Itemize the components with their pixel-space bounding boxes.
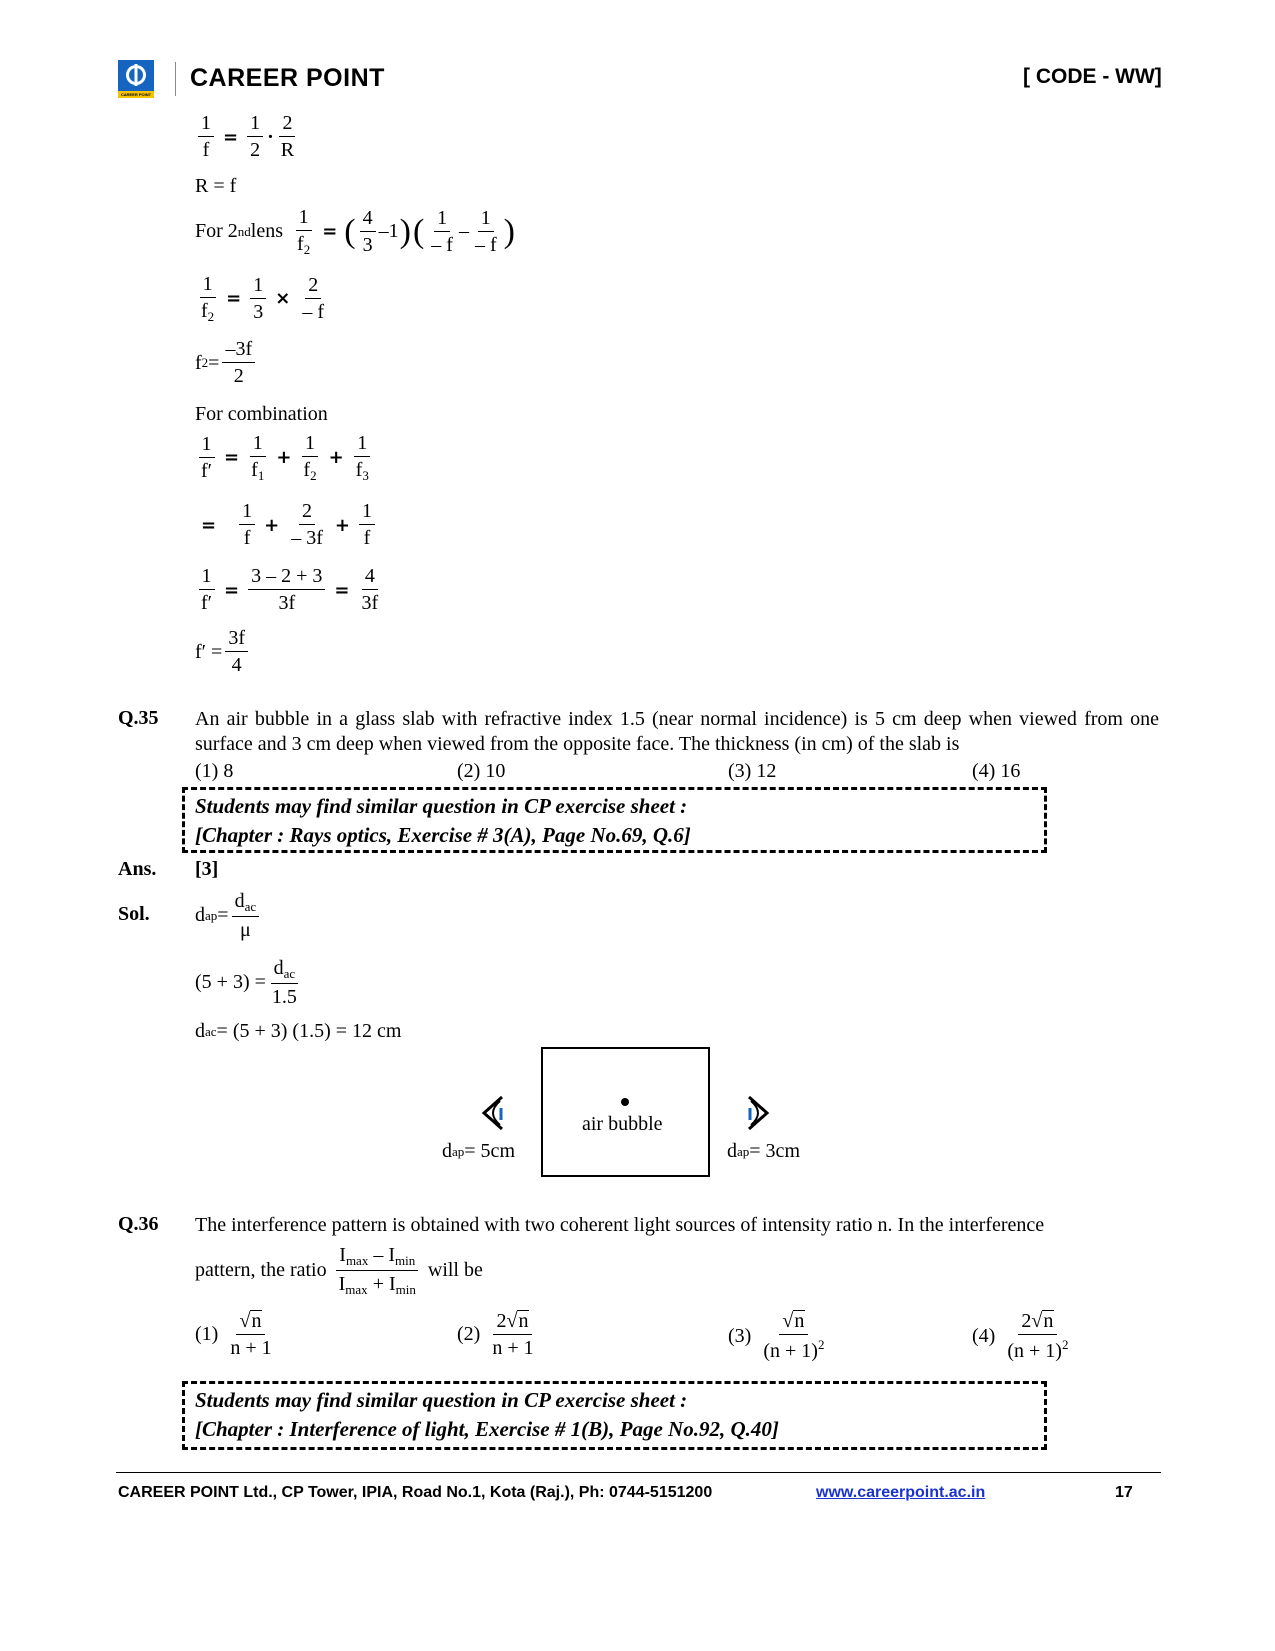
page-number: 17 bbox=[1115, 1484, 1133, 1501]
q35-reference-line-1: Students may find similar question in CP exercise sheet : bbox=[195, 794, 688, 818]
q36-reference-line-2: [Chapter : Interference of light, Exercise # 1(B), Page No.92, Q.40] bbox=[195, 1417, 779, 1441]
sol-line-6: For combination bbox=[195, 403, 328, 425]
q35-sol-line-2: (5 + 3) = $\frac{d_{ac}}{1.5}$ bbox=[195, 957, 297, 1008]
brand-name: CAREER POINT bbox=[190, 64, 385, 92]
answer-value: [3] bbox=[195, 858, 219, 880]
q36-option-4: (4) $\frac{2√n}{(n + 1)^2}$ bbox=[972, 1310, 1069, 1362]
sol-line-7: $\frac{1}{f'}$ = $\frac{1}{f_1}$ + $\frac{1}{f_2}$ + $\frac{1}{f_3}$ bbox=[195, 433, 375, 483]
q35-reference-box bbox=[182, 787, 1047, 853]
q36-option-1: (1) $\frac{√n}{n + 1}$ bbox=[195, 1310, 272, 1359]
depth-label-right: d ap = 3cm bbox=[727, 1140, 800, 1162]
header-divider bbox=[175, 62, 176, 96]
q35-option-4: (4) 16 bbox=[972, 760, 1021, 782]
footer-website-link[interactable]: www.careerpoint.ac.in bbox=[816, 1484, 986, 1501]
sol-line-3: For 2 nd lens $\frac{1}{f_2}$ = ( $\frac{4}{3}$ –1 ) ( $\frac{1}{- f}$ – $\frac{1}{- f}$ ) bbox=[195, 206, 515, 257]
question-number-36: Q.36 bbox=[118, 1213, 159, 1235]
q35-reference-line-2: [Chapter : Rays optics, Exercise # 3(A), Page No.69, Q.6] bbox=[195, 823, 691, 847]
solution-label: Sol. bbox=[118, 903, 150, 925]
q36-reference-box bbox=[182, 1381, 1047, 1450]
q36-option-2: (2) $\frac{2√n}{n + 1}$ bbox=[457, 1310, 534, 1359]
eye-right-icon bbox=[743, 1093, 773, 1133]
question-36-line-1: The interference pattern is obtained with two coherent light sources of intensity ratio n. In the interference bbox=[195, 1214, 1045, 1236]
footer-divider bbox=[116, 1472, 1161, 1473]
career-point-logo bbox=[118, 60, 154, 98]
sol-line-4: $\frac{1}{f_2}$ = $\frac{1}{3}$ × $\frac{2}{- f}$ bbox=[201, 273, 325, 324]
q35-sol-line-1: d ap = $\frac{d_{ac}}{\mu}$ bbox=[195, 891, 262, 941]
q35-option-1: (1) 8 bbox=[195, 760, 234, 782]
sol-line-10: f′ = $\frac{3f}{4}$ bbox=[195, 628, 251, 676]
sol-line-5: f 2 = $\frac{-3f}{2}$ bbox=[195, 339, 258, 387]
air-bubble-label: air bubble bbox=[582, 1113, 663, 1135]
eye-left-icon bbox=[478, 1093, 508, 1133]
answer-label: Ans. bbox=[118, 858, 157, 880]
sol-line-2: R = f bbox=[195, 175, 237, 197]
sol-line-8: = $\frac{1}{f}$ + $\frac{2}{- 3f}$ + $\frac{1}{f}$ bbox=[195, 501, 378, 549]
q35-option-2: (2) 10 bbox=[457, 760, 506, 782]
sol-line-1: $\frac{1}{f}$ = $\frac{1}{2}$ · $\frac{2}{R}$ bbox=[195, 113, 300, 161]
q36-reference-line-1: Students may find similar question in CP exercise sheet : bbox=[195, 1388, 688, 1412]
air-bubble-dot bbox=[621, 1098, 629, 1106]
question-number-35: Q.35 bbox=[118, 707, 159, 729]
question-36-line-2: pattern, the ratio $\frac{I_{max} - I_{min}}{I_{max} + I_{min}}$ will be bbox=[195, 1244, 483, 1297]
paper-code: [ CODE - WW] bbox=[1023, 65, 1162, 88]
q36-option-3: (3) $\frac{√n}{(n + 1)^2}$ bbox=[728, 1310, 825, 1362]
footer-address: CAREER POINT Ltd., CP Tower, IPIA, Road No.1, Kota (Raj.), Ph: 0744-5151200 bbox=[118, 1484, 713, 1501]
depth-label-left: d ap = 5cm bbox=[442, 1140, 515, 1162]
q35-option-3: (3) 12 bbox=[728, 760, 777, 782]
sol-line-9: $\frac{1}{f'}$ = $\frac{3 - 2 + 3}{3f}$ = $\frac{4}{3f}$ bbox=[195, 566, 384, 614]
glass-slab bbox=[541, 1047, 710, 1177]
question-35-text: An air bubble in a glass slab with refractive index 1.5 (near normal incidence) is 5 cm deep when viewed from one surface and 3 cm deep when viewed from the opposite face. The thickness (in cm) of the slab is bbox=[195, 708, 1159, 755]
q35-sol-line-3: d ac = (5 + 3) (1.5) = 12 cm bbox=[195, 1020, 402, 1042]
logo-caption: CAREER POINT bbox=[120, 92, 152, 97]
